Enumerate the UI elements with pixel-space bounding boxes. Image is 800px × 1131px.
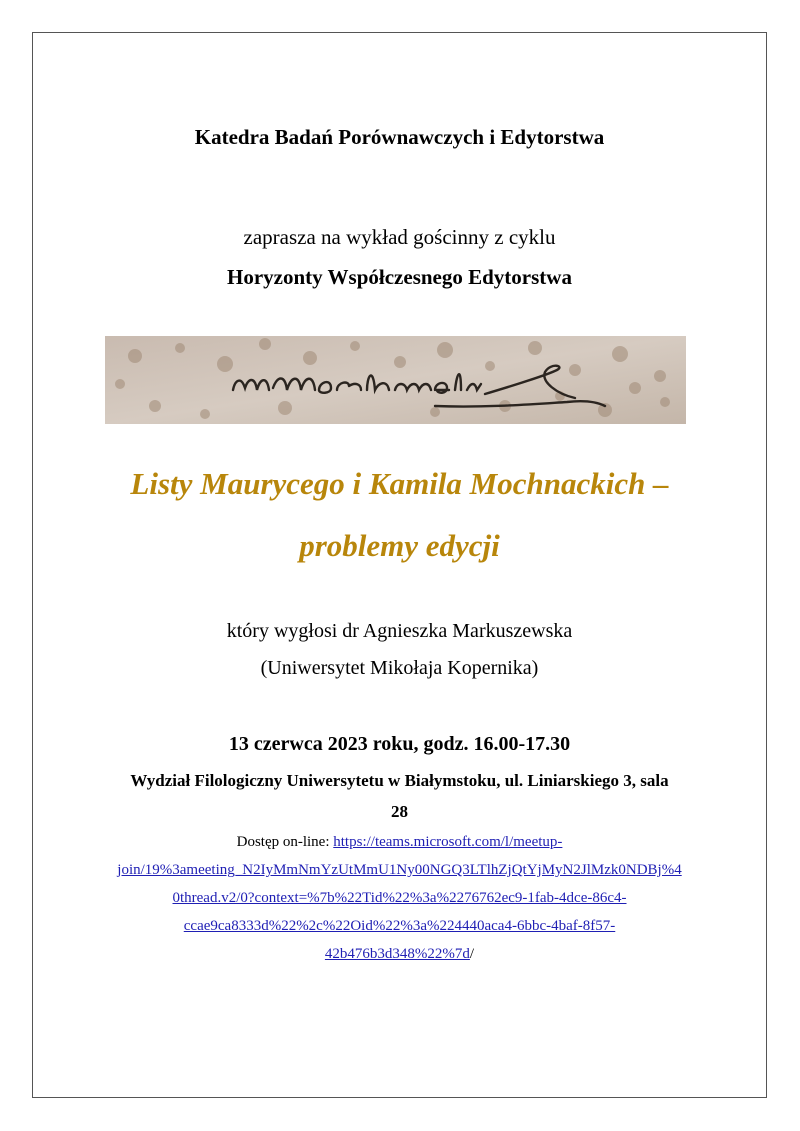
link-trailing-slash: / [469, 946, 475, 962]
event-datetime: 13 czerwca 2023 roku, godz. 16.00-17.30 [228, 733, 571, 755]
speaker-intro: który wygłosi dr Agnieszka Markuszewska [226, 620, 573, 642]
speaker-affiliation: (Uniwersytet Mikołaja Kopernika) [260, 657, 539, 679]
handwritten-signature-image [105, 336, 686, 424]
online-link-line-4 [32, 918, 767, 935]
invitation-text: zaprasza na wykład gościnny z cyklu [243, 225, 556, 249]
event-venue: Wydział Filologiczny Uniwersytetu w Białymstoku, ul. Liniarskiego 3, sala [130, 771, 669, 790]
online-access-label: Dostęp on-line: [236, 834, 334, 850]
teams-meeting-link-part-1[interactable]: https://teams.microsoft.com/l/meetup- [333, 834, 563, 850]
online-access-line [32, 834, 767, 851]
online-link-line-3 [32, 890, 767, 907]
teams-meeting-link-part-3[interactable]: 0thread.v2/0?context=%7b%22Tid%22%3a%2276762ec9-1fab-4dce-86c4- [172, 890, 627, 906]
teams-meeting-link-part-5[interactable]: 42b476b3d348%22%7d [324, 946, 470, 962]
lecture-title-line-2: problemy edycji [299, 528, 500, 563]
teams-meeting-link-part-4[interactable]: ccae9ca8333d%22%2c%22Oid%22%3a%224440aca4-6bbc-4baf-8f57- [183, 918, 616, 934]
event-room-number: 28 [391, 802, 408, 821]
page-border [32, 32, 767, 1098]
online-link-line-5 [32, 946, 767, 963]
online-link-line-2 [32, 862, 767, 879]
department-name: Katedra Badań Porównawczych i Edytorstwa [194, 125, 605, 149]
teams-meeting-link-part-2[interactable]: join/19%3ameeting_N2IyMmNmYzUtMmU1Ny00NGQ3LTlhZjQtYjMyN2JlMzk0NDBj%4 [117, 862, 682, 878]
lecture-title-line-1: Listy Maurycego i Kamila Mochnackich – [130, 466, 669, 501]
series-name: Horyzonty Współczesnego Edytorstwa [227, 265, 572, 289]
